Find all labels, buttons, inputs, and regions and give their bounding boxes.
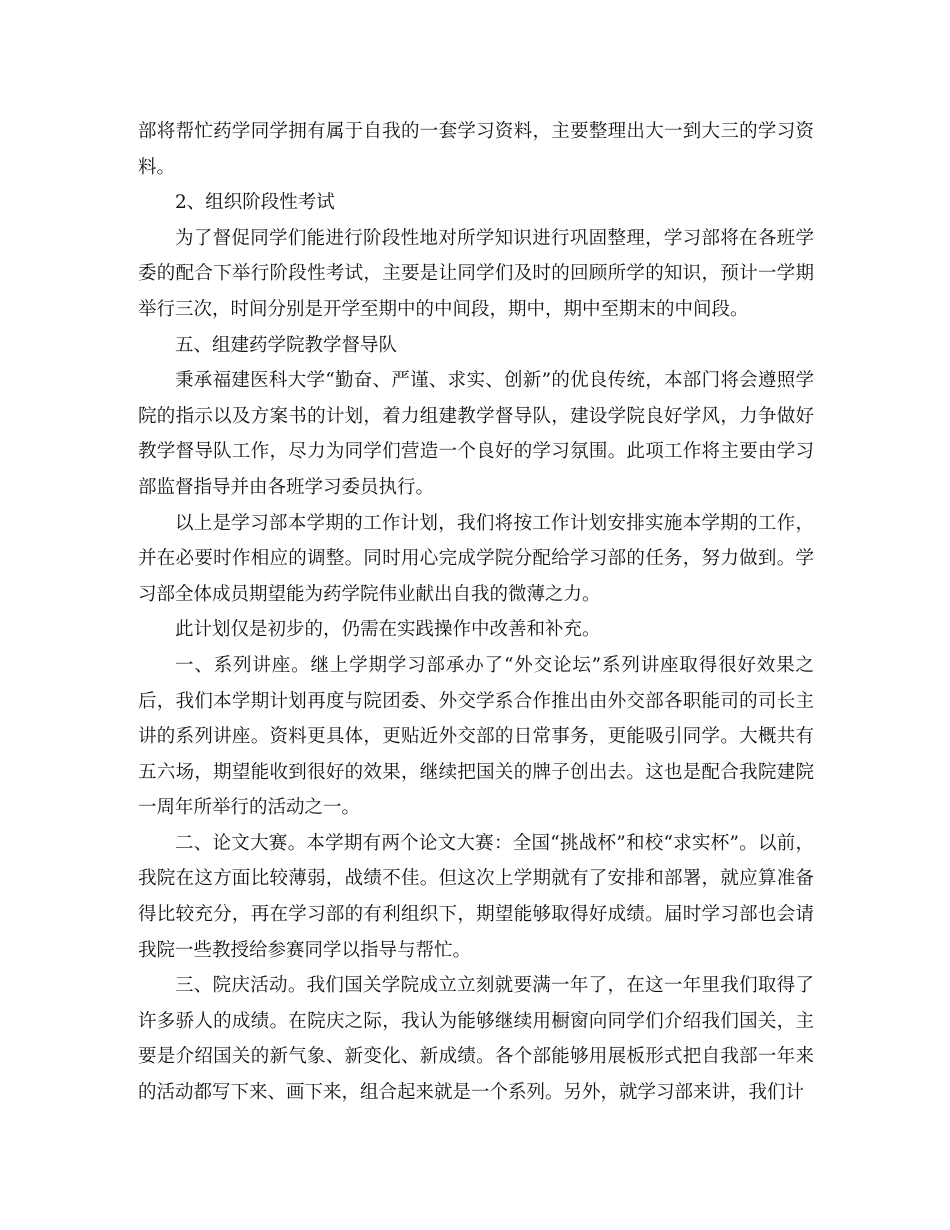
paragraph-essay-contest: 二、论文大赛。本学期有两个论文大赛：全国“挑战杯”和校“求实杯”。以前，我院在这方面比较薄弱，战绩不佳。但这次上学期就有了安排和部署，就应算准备得比较充分，再在学习部的有利组织下，期望能够取得好成绩。届时学习部也会请我院一些教授给参赛同学以指导与帮忙。 <box>138 832 814 961</box>
paragraph-anniversary: 三、院庆活动。我们国关学院成立立刻就要满一年了，在这一年里我们取得了许多骄人的成绩。在院庆之际，我认为能够继续用橱窗向同学们介绍我们国关，主要是介绍国关的新气象、新变化、新成绩。各个部能够用展板形式把自我部一年来的活动都写下来、画下来，组合起来就是一个系列。另外，就学习部来讲，我们计 <box>138 975 814 1104</box>
heading-staged-exams: 2、组织阶段性考试 <box>175 192 335 214</box>
paragraph-summary: 以上是学习部本学期的工作计划，我们将按工作计划安排实施本学期的工作，并在必要时作相应的调整。同时用心完成学院分配给学习部的任务，努力做到。学习部全体成员期望能为药学院伟业献出自我的微薄之力。 <box>138 512 814 605</box>
paragraph-staged-exams: 为了督促同学们能进行阶段性地对所学知识进行巩固整理，学习部将在各班学委的配合下举行阶段性考试，主要是让同学们及时的回顾所学的知识，预计一学期举行三次，时间分别是开学至期中的中间段，期中，期中至期末的中间段。 <box>138 227 814 320</box>
paragraph-preliminary-note: 此计划仅是初步的，仍需在实践操作中改善和补充。 <box>175 619 601 641</box>
paragraph-lecture-series: 一、系列讲座。继上学期学习部承办了“外交论坛”系列讲座取得很好效果之后，我们本学期计划再度与院团委、外交学系合作推出由外交部各职能司的司长主讲的系列讲座。资料更具体，更贴近外交部的日常事务，更能吸引同学。大概共有五六场，期望能收到很好的效果，继续把国关的牌子创出去。这也是配合我院建院一周年所举行的活动之一。 <box>138 654 814 819</box>
document-page <box>138 114 814 1111</box>
paragraph-1: 部将帮忙药学同学拥有属于自我的一套学习资料，主要整理出大一到大三的学习资料。 <box>138 121 814 178</box>
heading-supervision-team: 五、组建药学院教学督导队 <box>175 334 398 356</box>
paragraph-supervision-team: 秉承福建医科大学“勤奋、严谨、求实、创新”的优良传统，本部门将会遵照学院的指示以及方案书的计划，着力组建教学督导队，建设学院良好学风，力争做好教学督导队工作，尽力为同学们营造一个良好的学习氛围。此项工作将主要由学习部监督指导并由各班学习委员执行。 <box>138 370 814 498</box>
